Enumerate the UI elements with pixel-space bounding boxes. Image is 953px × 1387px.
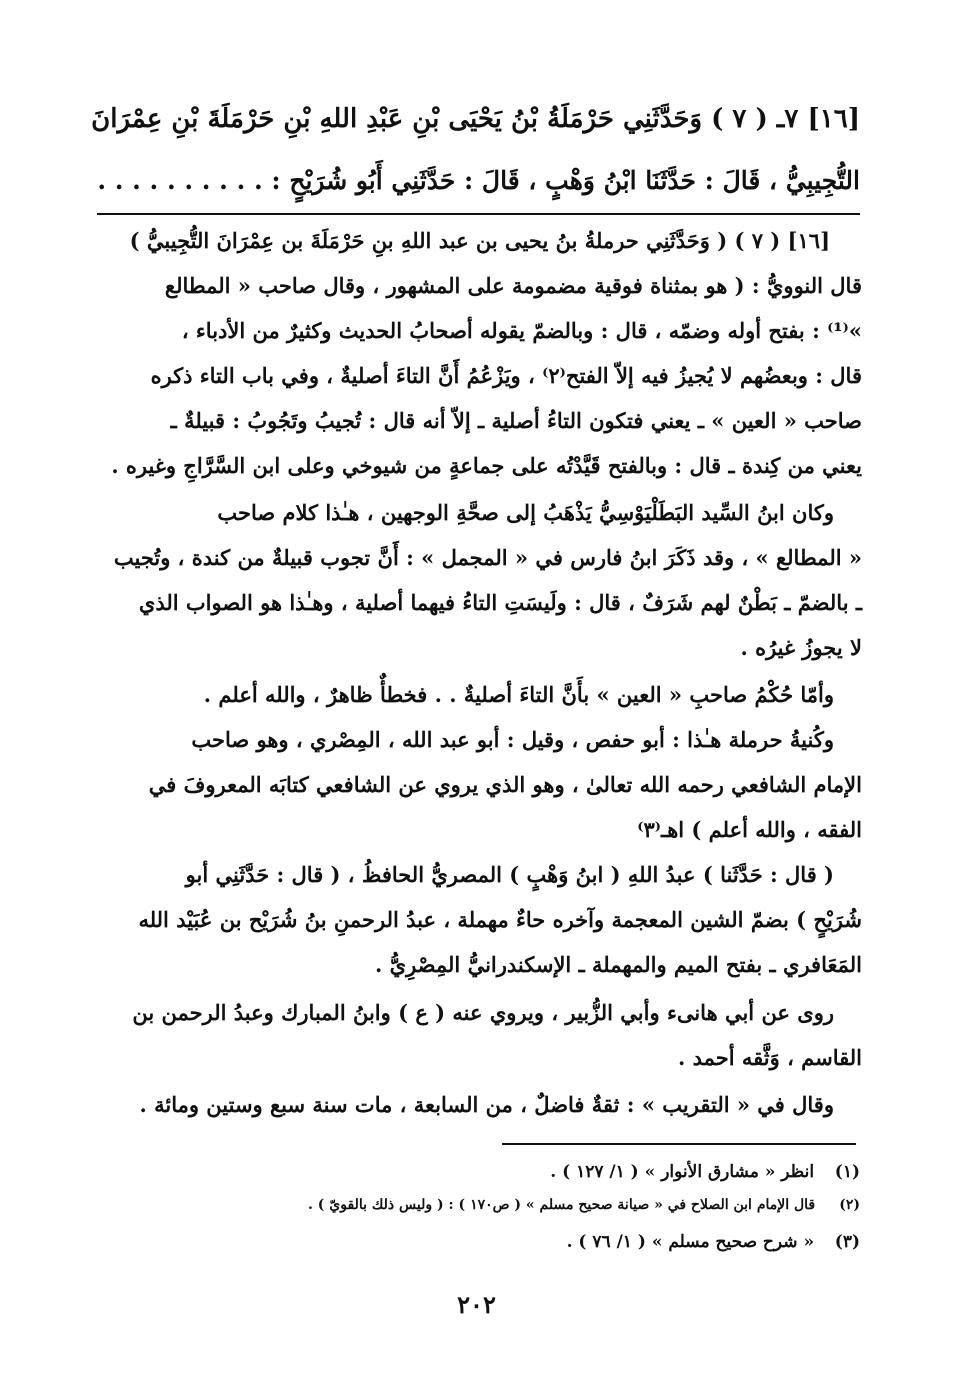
commentary-line: « المطالع » ، وقد ذَكَرَ ابنُ فارس في « المجمل » : أَنَّ تجوب قبيلةٌ من كندة ، وتُجيب <box>113 545 862 570</box>
footnote-number: (١) <box>834 1162 860 1182</box>
footnote-separator-rule <box>502 1143 856 1145</box>
commentary-line: الإمام الشافعي رحمه الله تعالىٰ ، وهو الذي يروي عن الشافعي كتابَه المعروفَ في <box>148 772 862 797</box>
commentary-line: [١٦] ( ٧ ) ( وَحَدَّثَنِي حرملةُ بنُ يحيى بن عبد اللهِ بنِ حَرْمَلَةَ بن عِمْرَانَ التُّجِيبيُّ ) <box>129 228 830 253</box>
footnote-item <box>567 1232 860 1252</box>
commentary-line: ـ بالضمّ ـ بَطْنٌ لهم شَرَفٌ ، قال : ولَيسَتِ التاءُ فيهما أصلية ، وهـٰذا هو الصواب الذي <box>138 590 862 615</box>
commentary-line: ( قال : حَدَّثَنا ) عبدُ اللهِ ( ابنُ وَهْبٍ ) المصريُّ الحافظُ ، ( قال : حَدَّثَنِي أبو <box>185 862 834 887</box>
hadith-line-2: التُّجِيبِيُّ ، قَالَ : حَدَّثَنَا ابْنُ وَهْبٍ ، قَالَ : حَدَّثَنِي أَبُو شُرَيْحٍ : . . . . . . . . . . <box>97 166 860 195</box>
commentary-line: قال النوويُّ : ( هو بمثناة فوقية مضمومة على المشهور ، وقال صاحب « المطالع <box>164 273 862 298</box>
footnote-item <box>550 1162 860 1182</box>
commentary-line: وقال في « التقريب » : ثقةٌ فاضلٌ ، من السابعة ، مات سنة سبع وستين ومائة . <box>139 1092 834 1117</box>
hadith-line-1: [١٦] ٧ـ ( ٧ ) وَحَدَّثَنِي حَرْمَلَةُ بْنُ يَحْيَى بْنِ عَبْدِ اللهِ بْنِ حَرْمَلَةَ بْنِ عِمْرَانَ <box>91 104 860 134</box>
commentary-line: لا يجوزُ غيرُه . <box>740 635 862 660</box>
commentary-line: وكُنيةُ حرملة هـٰذا : أبو حفص ، وقيل : أبو عبد الله ، المِصْري ، وهو صاحب <box>191 727 834 752</box>
commentary-line: القاسم ، وَثَّقه أحمد . <box>677 1045 862 1070</box>
matn-separator-rule <box>97 213 860 215</box>
commentary-line: المَعَافري ـ بفتح الميم والمهملة ـ الإسكندرانيُّ المِصْرِيُّ . <box>375 952 862 977</box>
footnote-text: انظر « مشارق الأنوار » ( ١/ ١٢٧ ) . <box>550 1162 815 1182</box>
footnote-item <box>308 1197 860 1213</box>
commentary-line: شُرَيْحٍ ) بضمّ الشين المعجمة وآخره حاءٌ مهملة ، عبدُ الرحمنِ بنُ شُرَيْح بن عُبَيْد الله <box>138 907 862 932</box>
footnote-number: (٢) <box>839 1197 860 1213</box>
page-number: ٢٠٢ <box>457 1290 496 1319</box>
footnote-text: قال الإمام ابن الصلاح في « صيانة صحيح مسلم » ( ص١٧٠ ) : ( وليس ذلك بالقويّ ) . <box>308 1197 816 1213</box>
commentary-line: قال : وبعضُهم لا يُجيزُ فيه إلاّ الفتح⁽٢⁾ ، ويَزْعُمُ أَنَّ التاءَ أصليةٌ ، وفي باب التاء ذكره <box>150 363 862 388</box>
commentary-line: وكان ابنُ السِّيد البَطَلْيَوْسِيُّ يَذْهَبُ إلى صحَّةِ الوجهين ، هـٰذا كلام صاحب <box>217 500 834 525</box>
commentary-line: »⁽¹⁾ : بفتح أوله وضمّه ، قال : وبالضمّ يقوله أصحابُ الحديث وكثيرٌ من الأدباء ، <box>181 318 862 343</box>
footnote-text: « شرح صحيح مسلم » ( ١/ ٧٦ ) . <box>566 1232 815 1252</box>
commentary-line: صاحب « العين » ـ يعني فتكون التاءُ أصلية ـ إلاّ أنه قال : تُجيبُ وتَجُوبُ : قبيلةٌ ـ <box>170 408 862 433</box>
footnote-number: (٣) <box>834 1232 860 1252</box>
commentary-line: وأمّا حُكْمُ صاحبِ « العين » بأَنَّ التاءَ أصليةٌ . . فخطأٌ ظاهرٌ ، والله أعلم . <box>203 682 834 707</box>
commentary-line: الفقه ، والله أعلم ) اهـ⁽٣⁾ <box>637 817 862 842</box>
commentary-line: روى عن أبي هانىء وأبي الزُّبير ، ويروي عنه ( ع ) وابنُ المبارك وعبدُ الرحمن بن <box>132 1000 834 1025</box>
commentary-line: يعني من كِندة ـ قال : وبالفتح قَيَّدْتُه على جماعةٍ من شيوخي وعلى ابن السَّرَّاجِ وغيره . <box>111 453 862 478</box>
